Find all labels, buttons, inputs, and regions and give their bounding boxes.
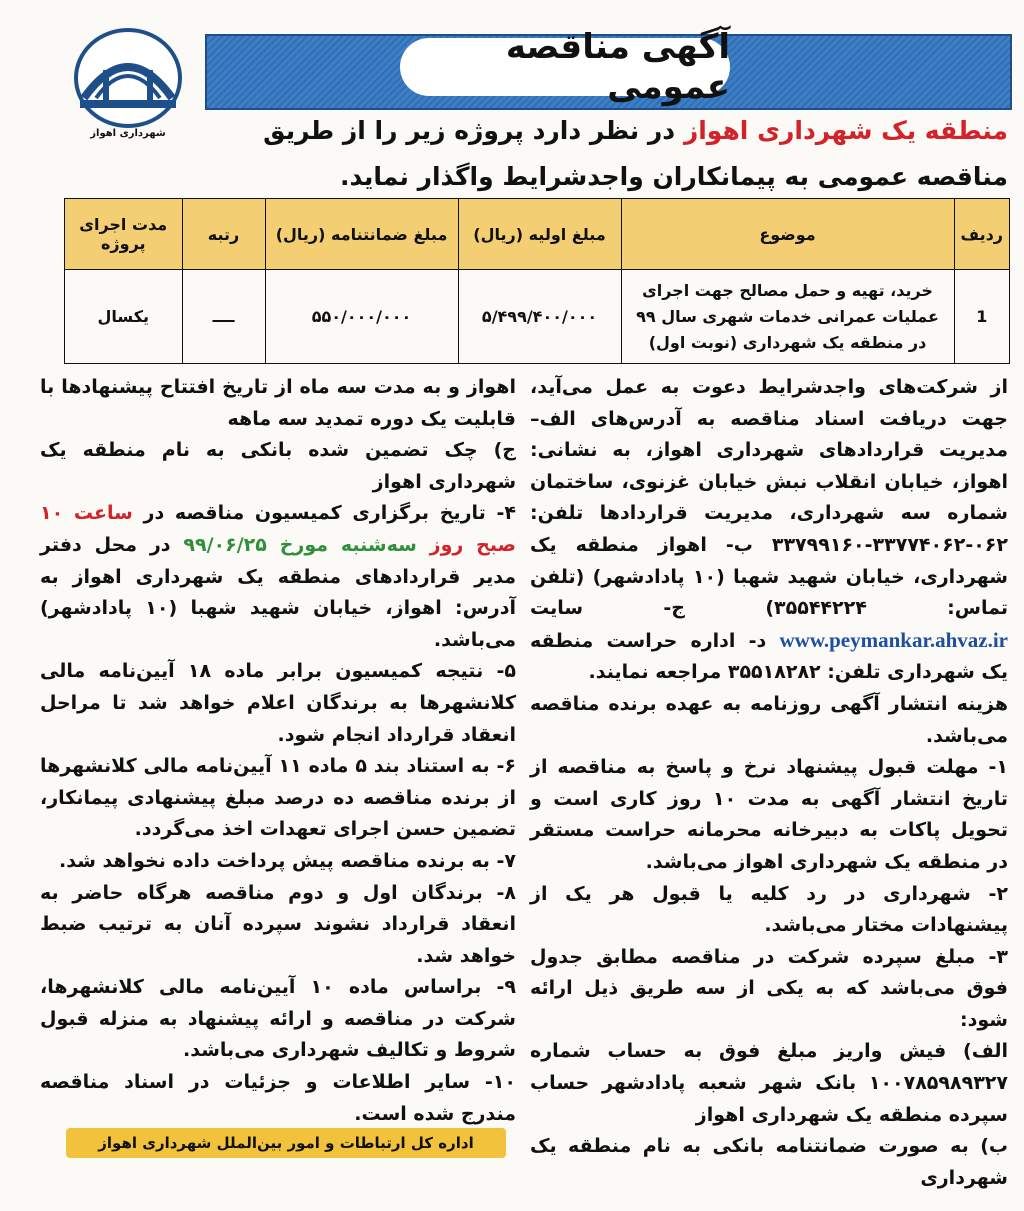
body-right-column (530, 372, 1008, 1194)
header-row-number: ردیف (954, 199, 1009, 270)
page-title: آگهی مناقصه عمومی (400, 38, 730, 96)
paragraph-item-8: ۸- برندگان اول و دوم مناقصه هرگاه حاضر به انعقاد قرارداد نشوند سپرده آنان به ترتیب ضبط خواهد شد. (40, 881, 516, 967)
paragraph-item-4 (40, 498, 516, 656)
commission-text: ۴- تاریخ برگزاری کمیسیون مناقصه در (132, 502, 516, 525)
paragraph-item-9: ۹- براساس ماده ۱۰ آیین‌نامه مالی کلانشهرها، شرکت در مناقصه و ارائه پیشنهاد به منزله قبول شروط و تکالیف شهرداری می‌باشد. (40, 976, 516, 1062)
commission-date: سه‌شنبه مورخ ۹۹/۰۶/۲۵ (183, 533, 417, 556)
paragraph-cost: هزینه انتشار آگهی روزنامه به عهده برنده مناقصه می‌باشد. (530, 692, 1008, 747)
paragraph-item-7: ۷- به برنده مناقصه پیش پرداخت داده نخواهد شد. (59, 849, 516, 872)
logo-caption: شهرداری اهواز (90, 128, 166, 139)
commission-text-end: در محل دفتر مدیر قراردادهای منطقه یک شهرداری اهواز به آدرس: اهواز، خیابان شهید شهبا (۱۰ پادادشهر) می‌باشد. (40, 533, 516, 651)
cell-duration: یکسال (65, 270, 183, 364)
paragraph-item-10: ۱۰- سایر اطلاعات و جزئیات در اسناد مناقصه مندرج شده است. (40, 1071, 516, 1125)
cell-subject: خرید، تهیه و حمل مصالح جهت اجرای عملیات عمرانی خدمات شهری سال ۹۹ در منطقه یک شهرداری (نوبت اول) (621, 270, 954, 364)
commission-time: ساعت ۱۰ صبح روز (40, 502, 516, 556)
paragraph-item-3c: ج) چک تضمین شده بانکی به نام منطقه یک شهرداری اهواز (40, 439, 516, 493)
website-link[interactable]: www.peymankar.ahvaz.ir (779, 627, 1008, 652)
paragraph-item-1: ۱- مهلت قبول پیشنهاد نرخ و پاسخ به مناقصه از تاریخ انتشار آگهی به مدت ۱۰ روز کاری است و تحویل پاکات به دبیرخانه محرمانه حراست مستقر در منطقه یک شهرداری اهواز می‌باشد. (530, 756, 1008, 873)
intro-text: در نظر دارد پروژه زیر را از طریق مناقصه عمومی به پیمانکاران واجدشرایط واگذار نماید. (263, 116, 1008, 191)
cell-guarantee-amount: ۵۵۰/۰۰۰/۰۰۰ (265, 270, 458, 364)
header-subject: موضوع (621, 199, 954, 270)
paragraph-item-5: ۵- نتیجه کمیسیون برابر ماده ۱۸ آیین‌نامه مالی کلانشهرها به برندگان اعلام خواهد شد تا مراحل انعقاد قرارداد انجام شود. (40, 660, 516, 746)
paragraph-guarantee-continued: اهواز و به مدت سه ماه از تاریخ افتتاح پیشنهادها با قابلیت یک دوره تمدید سه ماهه (40, 376, 516, 430)
header-duration: مدت اجرای پروژه (65, 199, 183, 270)
body-left-column (40, 372, 516, 1130)
header-initial-amount: مبلغ اولیه (ریال) (458, 199, 621, 270)
header-grade: رتبه (182, 199, 265, 270)
paragraph-item-3: ۳- مبلغ سپرده شرکت در مناقصه مطابق جدول فوق می‌باشد که به یکی از سه طریق ذیل ارائه شود: (530, 945, 1008, 1031)
intro-emphasis: منطقه یک شهرداری اهواز (683, 116, 1008, 145)
intro-paragraph (168, 108, 1008, 200)
cell-row-number: 1 (954, 270, 1009, 364)
paragraph-item-6: ۶- به استناد بند ۵ ماده ۱۱ آیین‌نامه مالی کلانشهرها از برنده مناقصه ده درصد مبلغ پیشنهادی پیمانکار، تضمین حسن اجرای تعهدات اخذ می‌گردد. (40, 755, 516, 841)
cell-grade: ــــ (182, 270, 265, 364)
paragraph-invitation (530, 372, 1008, 689)
header-guarantee-amount: مبلغ ضمانتنامه (ریال) (265, 199, 458, 270)
paragraph-item-3a: الف) فیش واریز مبلغ فوق به حساب شماره ۱۰۰۷۸۵۹۸۹۳۲۷ بانک شهر شعبه پادادشهر حساب سپرده منطقه یک شهرداری اهواز (530, 1040, 1008, 1126)
paragraph-item-2: ۲- شهرداری در رد کلیه یا قبول هر یک از پیشنهادات مختار می‌باشد. (530, 882, 1008, 937)
footer-bar: اداره کل ارتباطات و امور بین‌الملل شهرداری اهواز (66, 1128, 506, 1158)
invitation-text-end: د- اداره حراست منطقه یک شهرداری تلفن: ۳۵۵۱۸۲۸۲ مراجعه نمایند. (530, 629, 1008, 684)
invitation-text: از شرکت‌های واجدشرایط دعوت به عمل می‌آید، جهت دریافت اسناد مناقصه به آدرس‌های الف– مدیریت قراردادهای شهرداری اهواز، به نشانی: اهواز، خیابان انقلاب نبش خیابان غزنوی، ساختمان شماره سه شهرداری، مدیریت قراردادها تلفن: ۰۶۲-۳۳۷۷۴۰۶۲-۳۳۷۹۹۱۶۰ ب- اهواز منطقه یک شهرداری، خیابان شهید شهبا (۱۰ پادادشهر) (تلفن تماس: ۳۵۵۴۴۲۲۴) ج- سایت (530, 376, 1009, 620)
tender-table (64, 198, 1010, 364)
table-header-row (65, 199, 1010, 270)
paragraph-item-3b: ب) به صورت ضمانتنامه بانکی به نام منطقه یک شهرداری (530, 1135, 1008, 1189)
cell-initial-amount: ۵/۴۹۹/۴۰۰/۰۰۰ (458, 270, 621, 364)
table-row (65, 270, 1010, 364)
